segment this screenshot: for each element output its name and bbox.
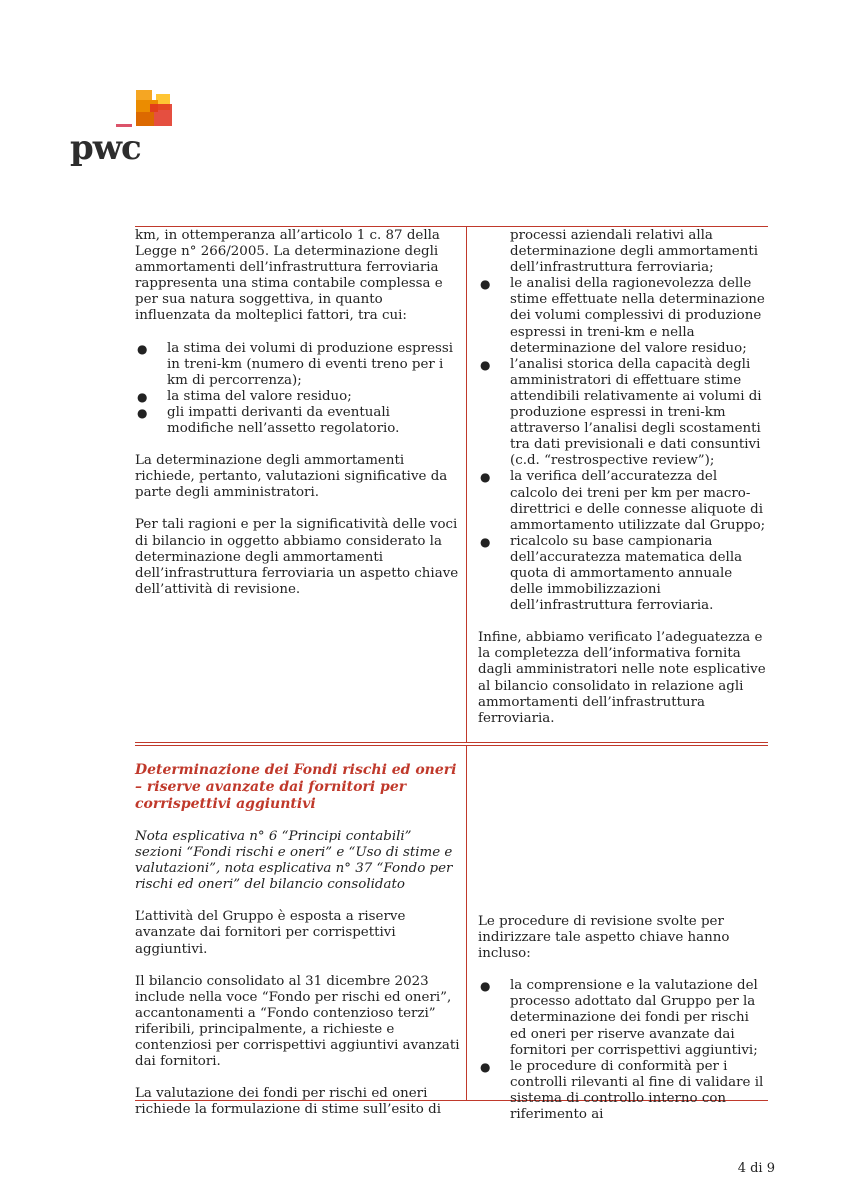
page-number: 4 di 9 <box>737 1161 775 1176</box>
pwc-wordmark: pwc <box>70 128 141 168</box>
section2-left-column <box>135 762 460 1134</box>
list-item: ● l’analisi storica della capacità degli amministratori di effettuare stime attendibili relativamente ai volumi di produzione espressi in treni-km attraverso l’analisi degli scostamenti tra dati previsionali e dati consuntivi (c.d. “restrospective review”); <box>480 356 762 469</box>
section1-left-column <box>135 228 460 614</box>
list-item: processi aziendali relativi alla determinazione degli ammortamenti dell’infrastruttura ferroviaria; <box>510 228 759 276</box>
section-heading: Determinazione dei Fondi rischi ed oneri – riserve avanzate dai fornitori per corrispettivi aggiuntivi <box>135 762 457 812</box>
section2-right-bullets <box>478 978 768 1123</box>
list-item: ● la stima del valore residuo; <box>137 388 352 404</box>
pwc-logo <box>70 88 180 168</box>
section2-top-rule <box>135 745 768 746</box>
list-item: ● ricalcolo su base campionaria dell’accuratezza matematica della quota di ammortamento annuale delle immobilizzazioni dell’infrastruttura ferroviaria. <box>480 533 743 614</box>
column-divider-2 <box>466 745 467 1100</box>
section1-right-para: Infine, abbiamo verificato l’adeguatezza e la completezza dell’informativa fornita dagli amministratori nelle note esplicative al bilancio consolidato in relazione agli ammortamenti dell’infrastruttura ferroviaria. <box>478 630 766 726</box>
section1-left-para1: km, in ottemperanza all’articolo 1 c. 87 della Legge n° 266/2005. La determinazione degli ammortamenti dell’infrastruttura ferroviaria rappresenta una stima contabile complessa e per sua natura soggettiva, in quanto influenzata da molteplici fattori, tra cui: <box>135 228 443 324</box>
note-reference: Nota esplicativa n° 6 “Principi contabili” sezioni “Fondi rischi e oneri” e “Uso di stime e valutazioni”, nota esplicativa n° 37 “Fondo per rischi ed oneri” del bilancio consolidato <box>135 829 453 893</box>
section1-right-bullets <box>478 228 768 614</box>
list-item: ● gli impatti derivanti da eventuali modifiche nell’assetto regolatorio. <box>137 404 400 437</box>
section2-right-column <box>478 914 768 1139</box>
section1-left-para3: Per tali ragioni e per la significatività delle voci di bilancio in oggetto abbiamo considerato la determinazione degli ammortamenti dell’infrastruttura ferroviaria un aspetto chiave dell’attività di revisione. <box>135 517 459 597</box>
section2-right-intro: Le procedure di revisione svolte per indirizzare tale aspetto chiave hanno incluso: <box>478 914 730 962</box>
list-item: ● la stima dei volumi di produzione espressi in treni-km (numero di eventi treno per i km di percorrenza); <box>137 340 454 388</box>
list-item: ● le procedure di conformità per i controlli rilevanti al fine di validare il sistema di controllo interno con riferimento ai <box>480 1058 764 1123</box>
section2-left-para3: La valutazione dei fondi per rischi ed oneri richiede la formulazione di stime sull’esito di <box>135 1086 441 1118</box>
column-divider-1 <box>466 226 467 742</box>
section2-left-para2: Il bilancio consolidato al 31 dicembre 2023 include nella voce “Fondo per rischi ed oneri”, accantonamenti a “Fondo contenzioso terzi” riferibili, principalmente, a richieste e contenziosi per corrispettivi aggiuntivi avanzati dai fornitori. <box>135 973 460 1070</box>
section1-left-bullets <box>135 341 460 438</box>
section1-left-para2: La determinazione degli ammortamenti richiede, pertanto, valutazioni significative da parte degli amministratori. <box>135 453 448 501</box>
list-item: ● le analisi della ragionevolezza delle stime effettuate nella determinazione dei volumi complessivi di produzione espressi in treni-km e nella determinazione del valore residuo; <box>480 276 765 356</box>
list-item: ● la verifica dell’accuratezza del calcolo dei treni per km per macro-direttrici e delle connesse aliquote di ammortamento utilizzate dal Gruppo; <box>480 469 766 533</box>
section2-left-para1: L’attività del Gruppo è esposta a riserve avanzate dai fornitori per corrispettivi aggiuntivi. <box>135 909 406 957</box>
section1-top-rule <box>135 226 768 227</box>
list-item: ● la comprensione e la valutazione del processo adottato dal Gruppo per la determinazione dei fondi per rischi ed oneri per riserve avanzate dai fornitori per corrispettivi aggiuntivi; <box>480 978 758 1058</box>
section1-right-column <box>478 228 768 743</box>
